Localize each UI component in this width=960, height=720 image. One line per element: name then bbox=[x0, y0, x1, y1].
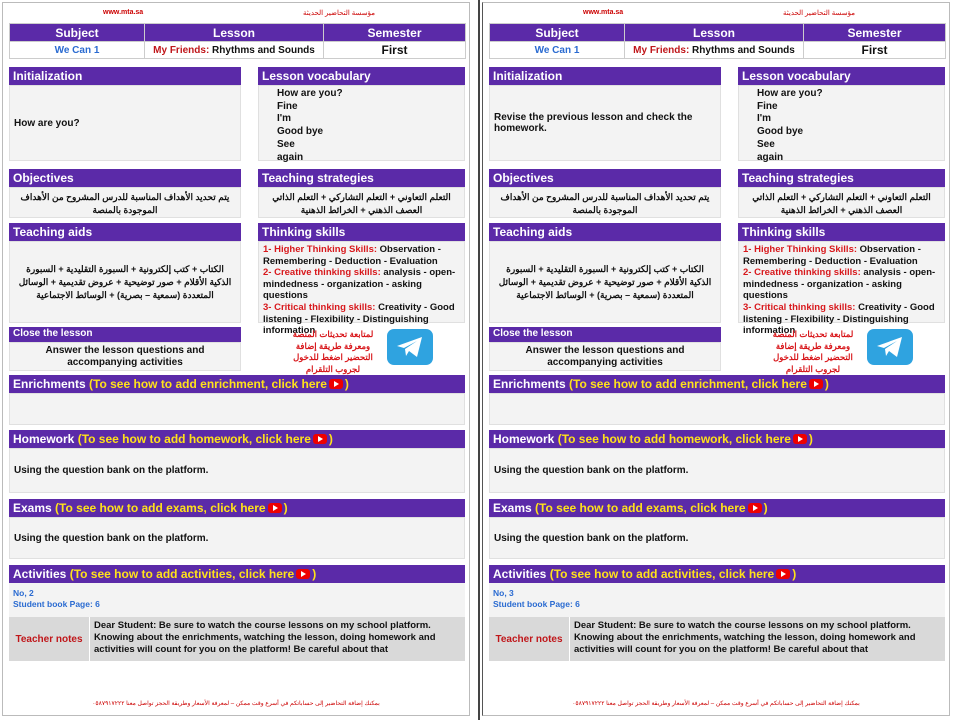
exams-text: Using the question bank on the platform. bbox=[494, 532, 689, 544]
close-title: Close the lesson bbox=[489, 327, 721, 342]
homework-link-close: ) bbox=[808, 432, 813, 446]
activities-link-close: ) bbox=[312, 567, 317, 581]
enrichments-section bbox=[9, 375, 465, 425]
lesson-title: Rhythms and Sounds bbox=[209, 44, 315, 56]
exams-bar bbox=[489, 499, 945, 517]
thinking-text-1: Observation - Remembering - Deduction - Evaluation bbox=[263, 244, 441, 267]
exams-link-close: ) bbox=[283, 501, 288, 515]
enrichments-bar bbox=[9, 375, 465, 393]
vocabulary-title: Lesson vocabulary bbox=[258, 67, 465, 85]
lesson-header: Lesson bbox=[145, 24, 324, 42]
homework-content bbox=[489, 448, 945, 493]
telegram-icon[interactable] bbox=[387, 329, 433, 365]
subject-value: We Can 1 bbox=[490, 42, 625, 59]
page-divider bbox=[478, 0, 480, 720]
exams-link-close: ) bbox=[763, 501, 768, 515]
vocabulary-title: Lesson vocabulary bbox=[738, 67, 945, 85]
objectives-title: Objectives bbox=[9, 169, 241, 187]
youtube-icon[interactable] bbox=[748, 503, 762, 513]
thinking-content bbox=[258, 241, 465, 337]
website-link[interactable]: www.mta.sa bbox=[583, 9, 624, 16]
initialization-section bbox=[489, 67, 721, 161]
strategies-text: التعلم التعاوني + التعلم التشاركي + التعلم الذاتي العصف الذهني + الخرائط الذهنية bbox=[258, 187, 465, 218]
aids-title: Teaching aids bbox=[489, 223, 721, 241]
thinking-text-2: analysis - open-mindedness - organization - asking questions bbox=[743, 267, 936, 302]
thinking-label-3: 3- Critical thinking skills: bbox=[263, 301, 376, 313]
vocabulary-section bbox=[258, 67, 465, 161]
close-section bbox=[9, 327, 241, 371]
initialization-content bbox=[489, 85, 721, 161]
thinking-section bbox=[738, 223, 945, 337]
activities-link-close: ) bbox=[792, 567, 797, 581]
semester-header: Semester bbox=[324, 24, 466, 42]
lesson-value bbox=[145, 42, 324, 59]
youtube-icon[interactable] bbox=[329, 379, 343, 389]
lesson-header: Lesson bbox=[625, 24, 804, 42]
vocab-item: I'm bbox=[757, 113, 772, 125]
close-title: Close the lesson bbox=[9, 327, 241, 342]
homework-link-text: (To see how to add homework, click here bbox=[557, 432, 791, 446]
activities-page: Student book Page: 6 bbox=[13, 599, 100, 609]
exams-link-text: (To see how to add exams, click here bbox=[55, 501, 266, 515]
initialization-content bbox=[9, 85, 241, 161]
exams-content bbox=[9, 517, 465, 559]
homework-bar bbox=[489, 430, 945, 448]
exams-section bbox=[489, 499, 945, 559]
exams-link[interactable] bbox=[55, 501, 288, 515]
vocab-item: See bbox=[757, 138, 775, 150]
vocab-item: How are you? bbox=[277, 88, 343, 99]
strategies-title: Teaching strategies bbox=[738, 169, 945, 187]
page-top-row bbox=[3, 9, 469, 21]
aids-content bbox=[489, 241, 721, 323]
vocab-item: How are you? bbox=[757, 88, 823, 99]
thinking-section bbox=[258, 223, 465, 337]
homework-bar bbox=[9, 430, 465, 448]
aids-text: الكتاب + كتب إلكترونية + السبورة التقليدية + السبورة الذكية الأقلام + صور توضيحية + عروض تقديمية + الوسائل المتعددة (سمعية – بصرية) + الوسائط الاجتماعية bbox=[498, 263, 712, 300]
initialization-title: Initialization bbox=[489, 67, 721, 85]
initialization-section bbox=[9, 67, 241, 161]
enrichments-content bbox=[489, 393, 945, 425]
thinking-title: Thinking skills bbox=[258, 223, 465, 241]
activities-content bbox=[489, 583, 945, 617]
lesson-value bbox=[625, 42, 804, 59]
close-text: Answer the lesson questions and accompanying activities bbox=[9, 342, 241, 371]
enrichments-link[interactable] bbox=[569, 377, 829, 391]
exams-text: Using the question bank on the platform. bbox=[14, 532, 209, 544]
teacher-notes-text: Dear Student: Be sure to watch the course lessons on my school platform. Knowing about the enrichments, watching the lesson, doing homework and activities will count for you on the platform! Be careful about that bbox=[574, 620, 916, 655]
telegram-icon[interactable] bbox=[867, 329, 913, 365]
subject-header: Subject bbox=[10, 24, 145, 42]
organization-name: مؤسسة التحاضير الحديثة bbox=[783, 10, 855, 17]
lesson-page-2 bbox=[482, 2, 950, 716]
telegram-promo-text[interactable]: لمتابعة تحديثات المنصة ومعرفة طريقة إضافة التحضير اضغط للدخول لجروب التلقرام bbox=[292, 329, 374, 374]
semester-value: First bbox=[804, 42, 946, 59]
homework-section bbox=[489, 430, 945, 493]
objectives-section bbox=[9, 169, 241, 218]
vocab-item: Fine bbox=[757, 100, 778, 112]
exams-link-text: (To see how to add exams, click here bbox=[535, 501, 746, 515]
thinking-label-1: 1- Higher Thinking Skills: bbox=[743, 244, 858, 255]
initialization-text: How are you? bbox=[14, 117, 80, 129]
thinking-title: Thinking skills bbox=[738, 223, 945, 241]
teacher-notes-text: Dear Student: Be sure to watch the course lessons on my school platform. Knowing about the enrichments, watching the lesson, doing homework and activities will count for you on the platform! Be careful about that bbox=[94, 620, 436, 655]
youtube-icon[interactable] bbox=[268, 503, 282, 513]
homework-text: Using the question bank on the platform. bbox=[14, 465, 209, 476]
thinking-label-1: 1- Higher Thinking Skills: bbox=[263, 244, 378, 255]
lesson-header-table bbox=[489, 23, 946, 59]
website-link[interactable]: www.mta.sa bbox=[103, 9, 144, 16]
strategies-text: التعلم التعاوني + التعلم التشاركي + التعلم الذاتي العصف الذهني + الخرائط الذهنية bbox=[738, 187, 945, 218]
thinking-text-2: analysis - open-mindedness - organization - asking questions bbox=[263, 267, 456, 302]
exams-title: Exams bbox=[493, 501, 532, 515]
activities-content bbox=[9, 583, 465, 617]
telegram-promo-text[interactable]: لمتابعة تحديثات المنصة ومعرفة طريقة إضافة التحضير اضغط للدخول لجروب التلقرام bbox=[772, 329, 854, 374]
activities-link[interactable] bbox=[550, 567, 797, 581]
objectives-section bbox=[489, 169, 721, 218]
activities-link-text: (To see how to add activities, click here bbox=[549, 567, 775, 581]
vocab-item: Good bye bbox=[757, 126, 804, 138]
teacher-notes-row bbox=[9, 617, 465, 661]
page-footer: بمكنك إضافة التحاضير إلى حساباتكم في أسرع وقت ممكن – لمعرفة الأسعار وطريقة الحجز تواصل معنا ٠٥٨٧٩١٧٢٢٢ bbox=[92, 701, 380, 707]
homework-link-close: ) bbox=[328, 432, 333, 446]
vocab-item: again bbox=[757, 151, 784, 163]
activities-page: Student book Page: 6 bbox=[493, 599, 580, 609]
vocab-item: Fine bbox=[277, 100, 298, 112]
semester-header: Semester bbox=[804, 24, 946, 42]
teacher-notes-label: Teacher notes bbox=[489, 617, 570, 661]
enrichments-link-text: (To see how to add enrichment, click here bbox=[89, 377, 327, 391]
youtube-icon[interactable] bbox=[296, 569, 310, 579]
aids-section bbox=[489, 223, 721, 323]
homework-title: Homework bbox=[493, 432, 555, 446]
aids-title: Teaching aids bbox=[9, 223, 241, 241]
exams-section bbox=[9, 499, 465, 559]
page-footer: بمكنك إضافة التحاضير إلى حساباتكم في أسرع وقت ممكن – لمعرفة الأسعار وطريقة الحجز تواصل معنا ٠٥٨٧٩١٧٢٢٢ bbox=[572, 701, 860, 707]
homework-content bbox=[9, 448, 465, 493]
youtube-icon[interactable] bbox=[793, 434, 807, 444]
thinking-content bbox=[738, 241, 945, 337]
close-text: Answer the lesson questions and accompanying activities bbox=[489, 342, 721, 371]
activities-link-text: (To see how to add activities, click here bbox=[69, 567, 295, 581]
vocab-item: See bbox=[277, 138, 295, 150]
strategies-section bbox=[738, 169, 945, 218]
initialization-title: Initialization bbox=[9, 67, 241, 85]
strategies-section bbox=[258, 169, 465, 218]
organization-name: مؤسسة التحاضير الحديثة bbox=[303, 10, 375, 17]
page-top-row bbox=[483, 9, 949, 21]
enrichments-section bbox=[489, 375, 945, 425]
activities-title: Activities bbox=[13, 567, 67, 581]
objectives-title: Objectives bbox=[489, 169, 721, 187]
aids-content bbox=[9, 241, 241, 323]
exams-bar bbox=[9, 499, 465, 517]
youtube-icon[interactable] bbox=[313, 434, 327, 444]
vocabulary-section bbox=[738, 67, 945, 161]
initialization-text: Revise the previous lesson and check the homework. bbox=[494, 112, 693, 134]
strategies-title: Teaching strategies bbox=[258, 169, 465, 187]
thinking-text-3: Creativity - Good listening - Flexibility - Distinguishing information bbox=[743, 301, 935, 337]
thinking-text-3: Creativity - Good listening - Flexibility - Distinguishing information bbox=[263, 301, 455, 337]
lesson-page-1 bbox=[2, 2, 470, 716]
enrichments-title: Enrichments bbox=[493, 377, 566, 391]
exams-link[interactable] bbox=[535, 501, 768, 515]
lesson-header-table bbox=[9, 23, 466, 59]
subject-value: We Can 1 bbox=[10, 42, 145, 59]
exams-content bbox=[489, 517, 945, 559]
vocab-item: again bbox=[277, 151, 304, 163]
aids-text: الكتاب + كتب إلكترونية + السبورة التقليدية + السبورة الذكية الأقلام + صور توضيحية + عروض تقديمية + الوسائل المتعددة (سمعية – بصرية) + الوسائط الاجتماعية bbox=[18, 263, 232, 300]
teacher-notes-row bbox=[489, 617, 945, 661]
subject-header: Subject bbox=[490, 24, 625, 42]
enrichments-link-close: ) bbox=[344, 377, 349, 391]
vocab-item: I'm bbox=[277, 113, 292, 125]
thinking-text-1: Observation - Remembering - Deduction - Evaluation bbox=[743, 244, 921, 267]
youtube-icon[interactable] bbox=[809, 379, 823, 389]
close-section bbox=[489, 327, 721, 371]
activities-number: No, 3 bbox=[493, 588, 514, 598]
vocab-item: Good bye bbox=[277, 126, 324, 138]
vocabulary-list bbox=[258, 85, 465, 161]
activities-link[interactable] bbox=[70, 567, 317, 581]
activities-bar bbox=[9, 565, 465, 583]
vocabulary-list bbox=[738, 85, 945, 161]
lesson-unit: My Friends: bbox=[153, 44, 210, 56]
activities-bar bbox=[489, 565, 945, 583]
homework-title: Homework bbox=[13, 432, 75, 446]
enrichments-link-text: (To see how to add enrichment, click here bbox=[569, 377, 807, 391]
objectives-text: يتم تحديد الأهداف المناسبة للدرس المشروح من الأهداف الموجودة بالمنصة bbox=[489, 187, 721, 218]
semester-value: First bbox=[324, 42, 466, 59]
lesson-title: Rhythms and Sounds bbox=[689, 44, 795, 56]
thinking-label-3: 3- Critical thinking skills: bbox=[743, 301, 856, 313]
youtube-icon[interactable] bbox=[776, 569, 790, 579]
aids-section bbox=[9, 223, 241, 323]
lesson-unit: My Friends: bbox=[633, 44, 690, 56]
enrichments-title: Enrichments bbox=[13, 377, 86, 391]
activities-number: No, 2 bbox=[13, 588, 34, 598]
enrichments-link[interactable] bbox=[89, 377, 349, 391]
homework-section bbox=[9, 430, 465, 493]
homework-text: Using the question bank on the platform. bbox=[494, 465, 689, 476]
activities-title: Activities bbox=[493, 567, 547, 581]
enrichments-link-close: ) bbox=[824, 377, 829, 391]
homework-link[interactable] bbox=[558, 432, 813, 446]
thinking-label-2: 2- Creative thinking skills: bbox=[263, 267, 381, 279]
homework-link[interactable] bbox=[78, 432, 333, 446]
enrichments-content bbox=[9, 393, 465, 425]
homework-link-text: (To see how to add homework, click here bbox=[77, 432, 311, 446]
exams-title: Exams bbox=[13, 501, 52, 515]
enrichments-bar bbox=[489, 375, 945, 393]
thinking-label-2: 2- Creative thinking skills: bbox=[743, 267, 861, 279]
objectives-text: يتم تحديد الأهداف المناسبة للدرس المشروح من الأهداف الموجودة بالمنصة bbox=[9, 187, 241, 218]
teacher-notes-label: Teacher notes bbox=[9, 617, 90, 661]
